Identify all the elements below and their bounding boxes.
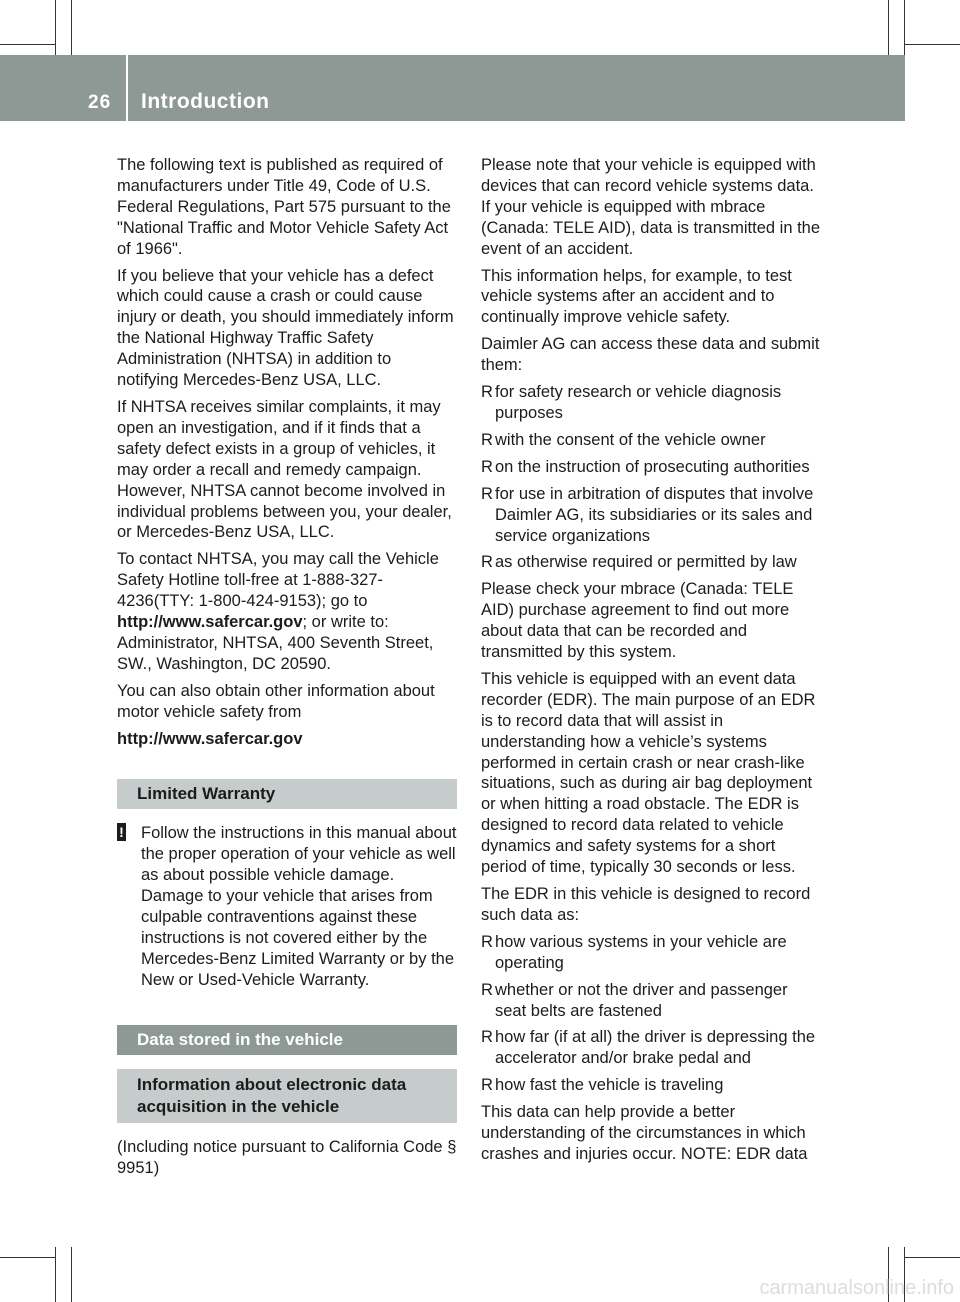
list-item <box>481 1027 821 1069</box>
paragraph: Please check your mbrace (Canada: TELE AID) purchase agreement to find out more about data that can be recorded and transmitted by this system. <box>481 580 794 662</box>
safercar-link[interactable]: http://www.safercar.gov <box>117 613 303 632</box>
list-item-text: whether or not the driver and passenger seat belts are fastened <box>495 980 788 1020</box>
paragraph: If you believe that your vehicle has a defect which could cause a crash or could cause injury or death, you should immediately inform the National Highway Traffic Safety Administration (NHTSA) in addition to notifying Mercedes-Benz USA, LLC. <box>117 266 454 390</box>
header-bar <box>0 55 905 121</box>
paragraph: (Including notice pursuant to California Code § 9951) <box>117 1137 457 1177</box>
warranty-notice <box>117 823 457 990</box>
footer-watermark: carmanualsonline.info <box>759 1277 954 1299</box>
list-item <box>481 484 821 547</box>
warning-icon: ! <box>117 823 126 841</box>
list-item-text: for safety research or vehicle diagnosis purposes <box>495 383 782 422</box>
paragraph: This information helps, for example, to test vehicle systems after an accident and to continually improve vehicle safety. <box>481 266 792 327</box>
paragraph-text: ; or write to: Administrator, NHTSA, 400 Seventh Street, SW., Washington, DC 20590. <box>117 613 434 673</box>
crop-mark <box>0 1257 55 1258</box>
crop-mark <box>0 44 55 45</box>
list-item <box>481 382 821 424</box>
list-item <box>481 457 821 478</box>
list-item-text: for use in arbitration of disputes that involve Daimler AG, its subsidiaries or its sales and service organizations <box>495 484 814 545</box>
bullet-list <box>481 932 821 1096</box>
info-heading: Information about electronic data acquisition in the vehicle <box>117 1069 457 1123</box>
contact-paragraph <box>117 549 457 674</box>
bullet-icon: R <box>481 932 493 951</box>
list-item <box>481 1075 821 1096</box>
bullet-icon: R <box>481 383 493 402</box>
paragraph: Daimler AG can access these data and submit them: <box>481 335 820 375</box>
crop-mark <box>71 0 72 55</box>
bullet-icon: R <box>481 484 493 503</box>
crop-mark <box>888 0 889 55</box>
limited-warranty-heading: Limited Warranty <box>117 779 457 809</box>
bullet-icon: R <box>481 1028 493 1047</box>
bullet-icon: R <box>481 553 493 572</box>
safercar-link[interactable]: http://www.safercar.gov <box>117 729 303 748</box>
paragraph: This data can help provide a better understanding of the circumstances in which crashes and injuries occur. NOTE: EDR data <box>481 1103 808 1163</box>
crop-mark <box>904 0 905 55</box>
bullet-list <box>481 382 821 573</box>
paragraph: The EDR in this vehicle is designed to record such data as: <box>481 885 811 924</box>
section-title: Introduction <box>141 90 270 113</box>
list-item-text: on the instruction of prosecuting authorities <box>495 457 810 476</box>
paragraph: Please note that your vehicle is equipped with devices that can record vehicle systems data. If your vehicle is equipped with mbrace (Canada: TELE AID), data is transmitted in the event of an accident. <box>481 156 821 258</box>
paragraph: The following text is published as required of manufacturers under Title 49, Code of U.S. Federal Regulations, Part 575 pursuant to the "National Traffic and Motor Vehicle Safety Act of 1966". <box>117 156 451 258</box>
header-separator <box>126 55 128 121</box>
list-item <box>481 430 821 451</box>
list-item <box>481 932 821 974</box>
paragraph: You can also obtain other information about motor vehicle safety from <box>117 681 435 721</box>
list-item-text: as otherwise required or permitted by law <box>495 553 797 572</box>
paragraph: If NHTSA receives similar complaints, it may open an investigation, and if it finds that a safety defect exists in a group of vehicles, it may order a recall and remedy campaign. However, NHTSA cannot become involved in individual problems between you, your dealer, or Mercedes-Benz USA, LLC. <box>117 397 452 542</box>
crop-mark <box>905 44 960 45</box>
bullet-icon: R <box>481 1076 493 1095</box>
list-item-text: how various systems in your vehicle are operating <box>495 932 787 972</box>
crop-mark <box>905 1257 960 1258</box>
paragraph: This vehicle is equipped with an event data recorder (EDR). The main purpose of an EDR is to record data that will assist in understanding how a vehicle’s systems performed in certain crash or near crash-like situations, such as during air bag deployment or when hitting a road obstacle. The EDR is designed to record data related to vehicle dynamics and safety systems for a short period of time, typically 30 seconds or less. <box>481 669 816 877</box>
crop-mark <box>55 1247 56 1302</box>
warranty-text: Follow the instructions in this manual about the proper operation of your vehicle as well as about possible vehicle damage. Damage to your vehicle that arises from culpable contraventions against these instructions is not covered either by the Mercedes-Benz Limited Warranty or by the New or Used-Vehicle Warranty. <box>141 824 457 989</box>
bullet-icon: R <box>481 980 493 999</box>
data-stored-heading: Data stored in the vehicle <box>117 1025 457 1055</box>
left-column <box>117 155 457 1185</box>
list-item-text: with the consent of the vehicle owner <box>495 430 766 449</box>
crop-mark <box>55 0 56 55</box>
paragraph-text: To contact NHTSA, you may call the Vehicle Safety Hotline toll-free at 1-888-327-4236(TTY: 1-800-424-9153); go to <box>117 550 439 611</box>
list-item-text: how far (if at all) the driver is depressing the accelerator and/or brake pedal and <box>495 1028 816 1068</box>
right-column <box>481 155 821 1171</box>
list-item <box>481 980 821 1022</box>
bullet-icon: R <box>481 457 493 476</box>
list-item-text: how fast the vehicle is traveling <box>495 1076 724 1095</box>
page-number: 26 <box>88 92 112 113</box>
list-item <box>481 552 821 573</box>
crop-mark <box>71 1247 72 1302</box>
bullet-icon: R <box>481 430 493 449</box>
